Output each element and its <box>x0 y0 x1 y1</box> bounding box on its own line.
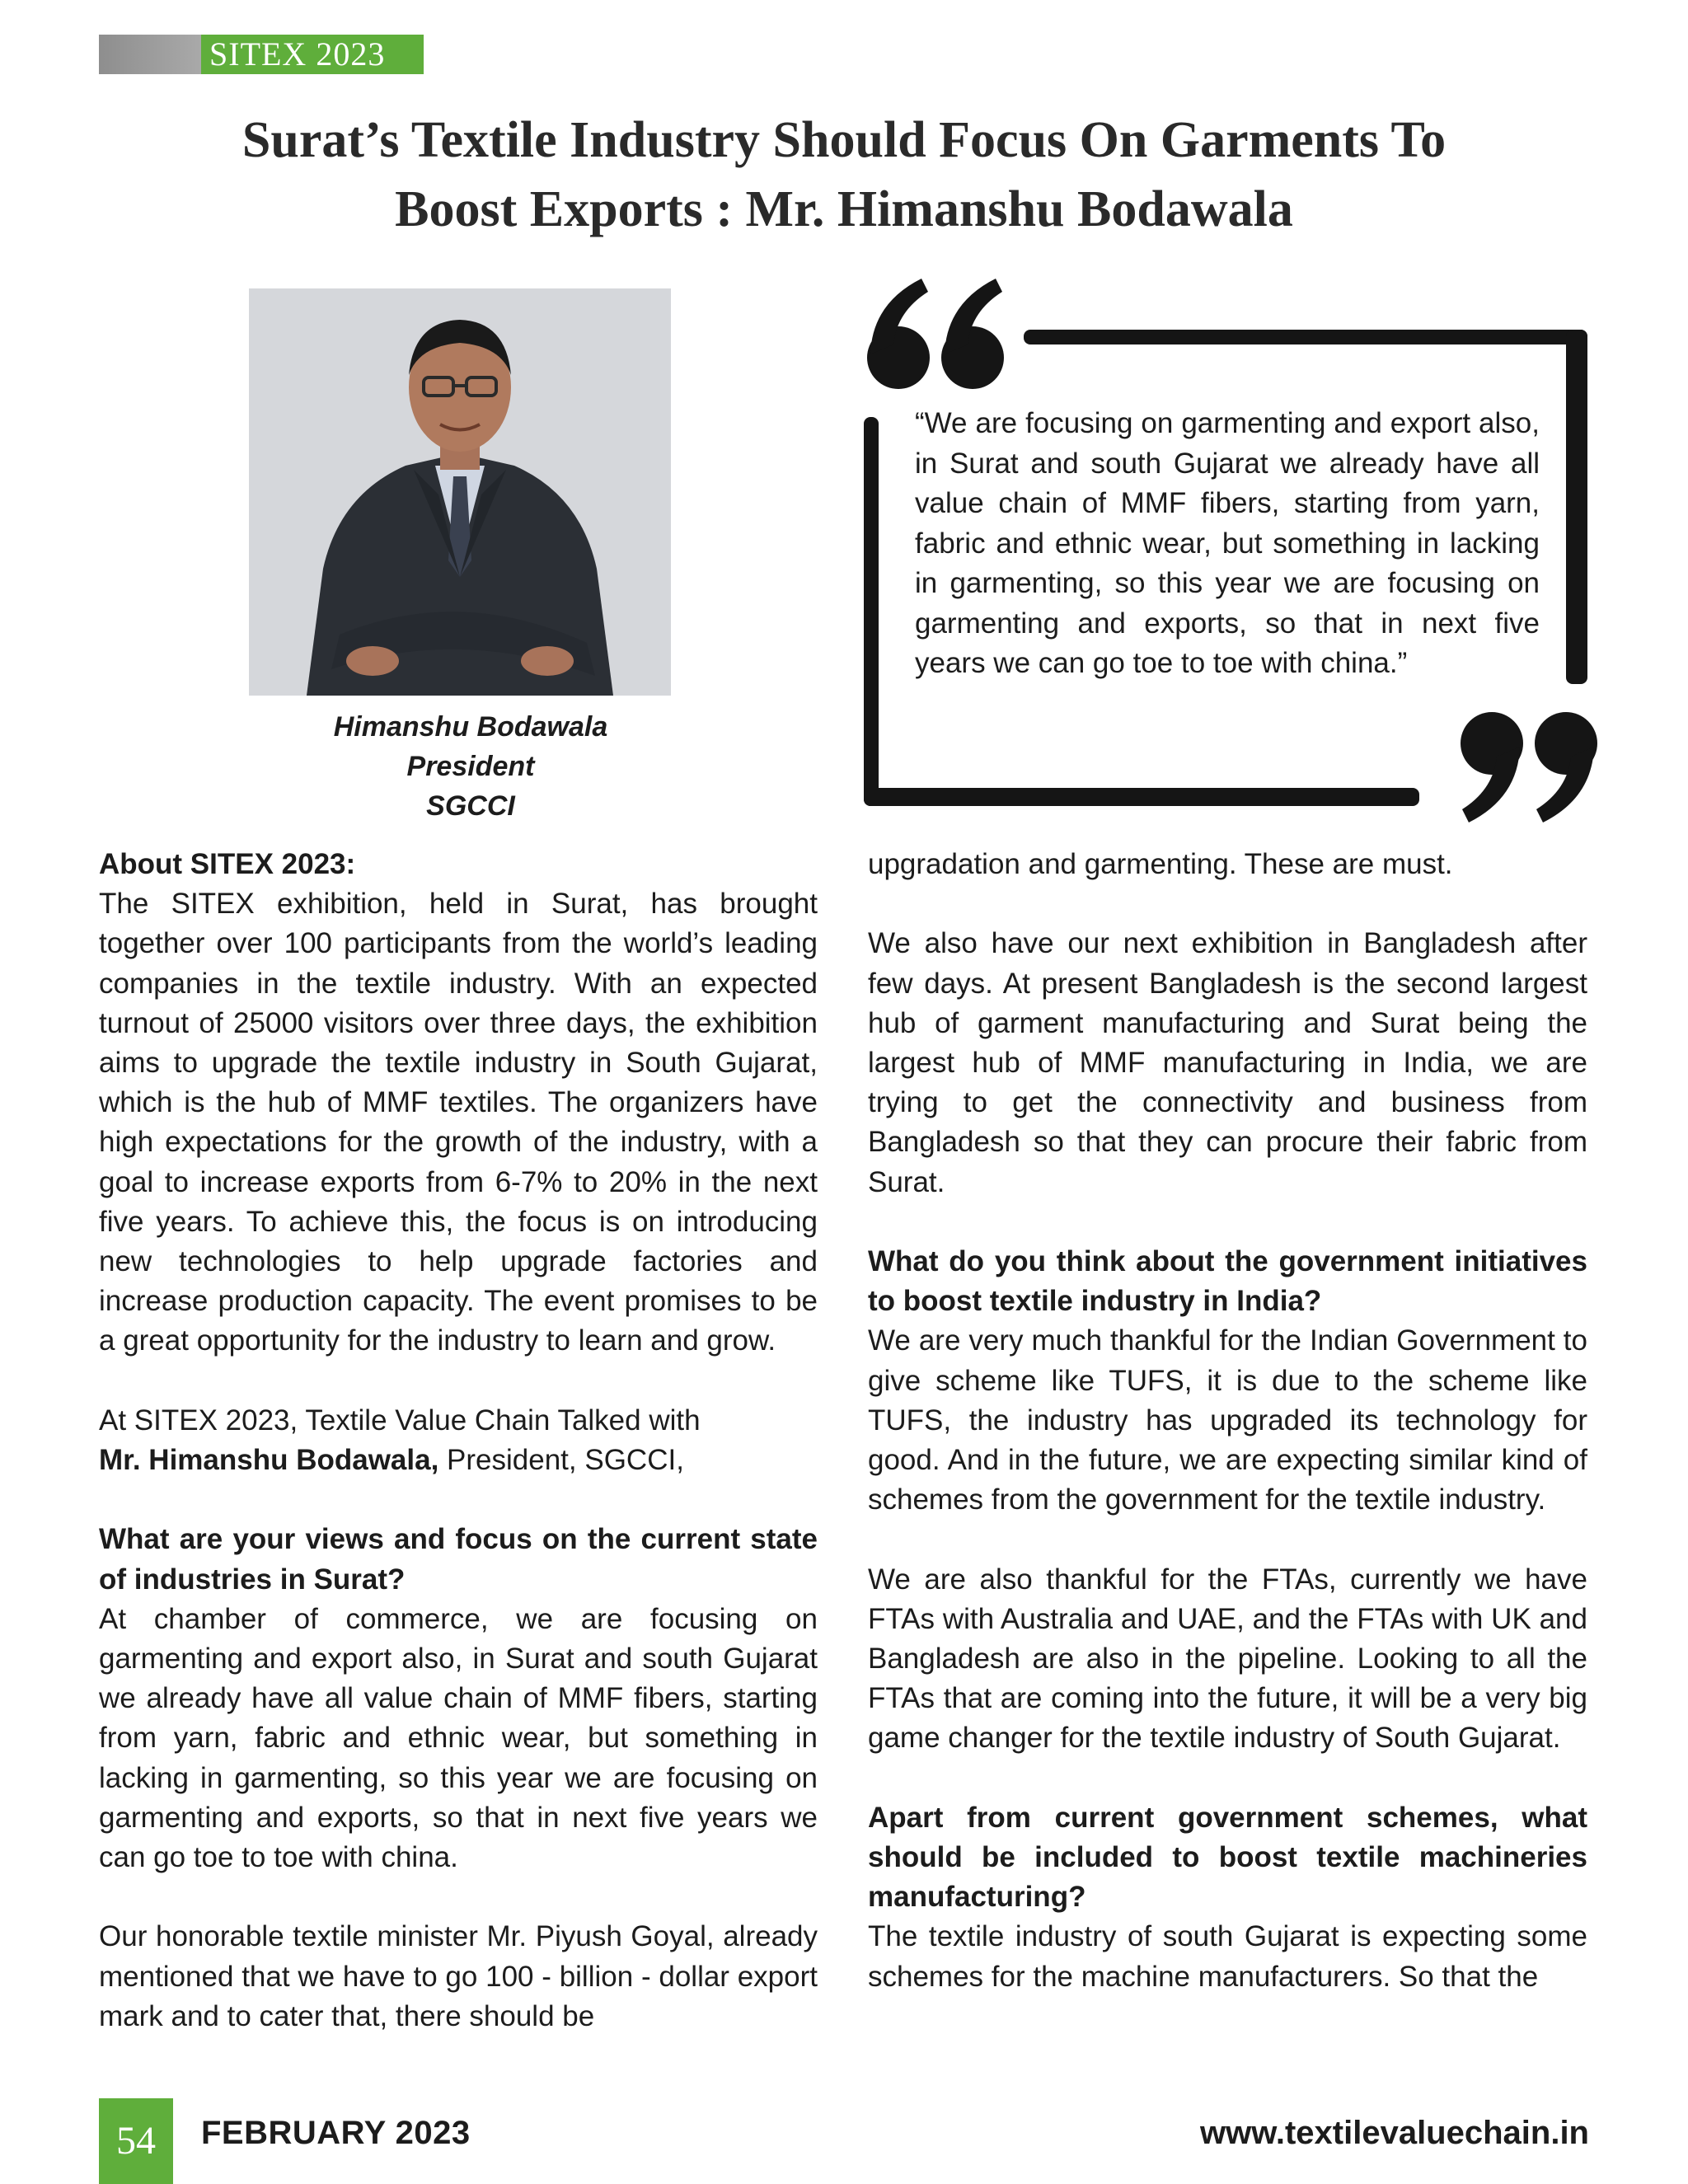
intro-text: At SITEX 2023, Textile Value Chain Talked with <box>99 1404 701 1436</box>
question-3: Apart from current government schemes, what should be included to boost textile machineries manufacturing? <box>868 1801 1587 1914</box>
open-quote-icon <box>864 279 1012 398</box>
intro-paragraph <box>99 1401 818 1480</box>
answer-1: At chamber of commerce, we are focusing on garmenting and export also, in Surat and south Gujarat we already have all value chain of MMF fibers, starting from yarn, fabric and ethnic wear, but something in lacking in garmenting, so this year we are focusing on garmenting and exports, so that in next five years we can go toe to toe with china. <box>99 1602 818 1874</box>
answer-2: We are very much thankful for the Indian Government to give scheme like TUFS, it is due to the scheme like TUFS, the industry has upgraded its technology for good. And in the future, we are expecting similar kind of schemes from the government for the textile industry. <box>868 1324 1587 1516</box>
portrait-illustration <box>249 288 671 696</box>
about-paragraph: The SITEX exhibition, held in Surat, has brought together over 100 participants from the world’s leading companies in the textile industry. With an expected turnout of 25000 visitors over three days, the exhibition aims to upgrade the textile industry in South Gujarat, which is the hub of MMF textiles. The organizers have high expectations for the growth of the industry, with a goal to increase exports from 6-7% to 20% in the next five years. To achieve this, the focus is on introducing new technologies to help upgrade factories and increase production capacity. The event promises to be a great opportunity for the industry to learn and grow. <box>99 888 818 1357</box>
answer-1-continued: Our honorable textile minister Mr. Piyush Goyal, already mentioned that we have to go 100 - billion - dollar export mark and to cater that, there should be <box>99 1920 818 2032</box>
section-tag <box>99 35 424 74</box>
photo-caption <box>247 707 694 826</box>
question-1: What are your views and focus on the current state of industries in Surat? <box>99 1523 818 1596</box>
section-tag-grey-bar <box>99 35 201 74</box>
page-number: 54 <box>99 2098 173 2184</box>
quote-frame-right <box>1566 330 1587 684</box>
quote-frame-bottom <box>864 788 1419 806</box>
article-title <box>82 105 1606 244</box>
intro-name: Mr. Himanshu Bodawala, <box>99 1444 439 1477</box>
pull-quote-text: “We are focusing on garmenting and export also, in Surat and south Gujarat we already have all value chain of MMF fibers, starting from yarn, fabric and ethnic wear, but something in lacking in garmenting, so this year we are focusing on garmenting and exports, so that in next five years we can go toe to toe with china.” <box>915 407 1540 679</box>
close-quote-icon <box>1452 707 1601 827</box>
caption-role: President <box>406 751 535 782</box>
question-2: What do you think about the government initiatives to boost textile industry in India? <box>868 1245 1587 1318</box>
right-column <box>868 845 1587 1997</box>
answer-3: The textile industry of south Gujarat is expecting some schemes for the machine manufacturers. So that the <box>868 1920 1587 1993</box>
website-link[interactable]: www.textilevaluechain.in <box>1200 2115 1589 2151</box>
answer-1-continued-2: upgradation and garmenting. These are must. <box>868 848 1453 880</box>
intro-role: President, SGCCI, <box>438 1444 684 1477</box>
article-title-line-1: Surat’s Textile Industry Should Focus On Garments To <box>241 112 1447 168</box>
answer-1-continued-3: We also have our next exhibition in Bangladesh after few days. At present Bangladesh is the second largest hub of garment manufacturing and Surat being the largest hub of MMF manufacturing in India, we are trying to get the connectivity and business from Bangladesh so that they can procure their fabric from Surat. <box>868 927 1587 1198</box>
caption-org: SGCCI <box>426 790 515 822</box>
section-tag-label: SITEX 2023 <box>201 35 424 74</box>
quote-frame-top <box>1024 330 1587 344</box>
article-title-line-2: Boost Exports : Mr. Himanshu Bodawala <box>395 181 1293 237</box>
portrait-photo <box>249 288 671 696</box>
about-heading: About SITEX 2023: <box>99 848 356 880</box>
issue-date: FEBRUARY 2023 <box>201 2115 471 2151</box>
answer-2-continued: We are also thankful for the FTAs, currently we have FTAs with Australia and UAE, and the FTAs with UK and Bangladesh are also in the pipeline. Looking to all the FTAs that are coming into the future, it will be a very big game changer for the textile industry of South Gujarat. <box>868 1563 1587 1755</box>
quote-frame-left <box>864 417 879 806</box>
caption-name: Himanshu Bodawala <box>333 711 608 743</box>
left-column <box>99 845 818 2036</box>
